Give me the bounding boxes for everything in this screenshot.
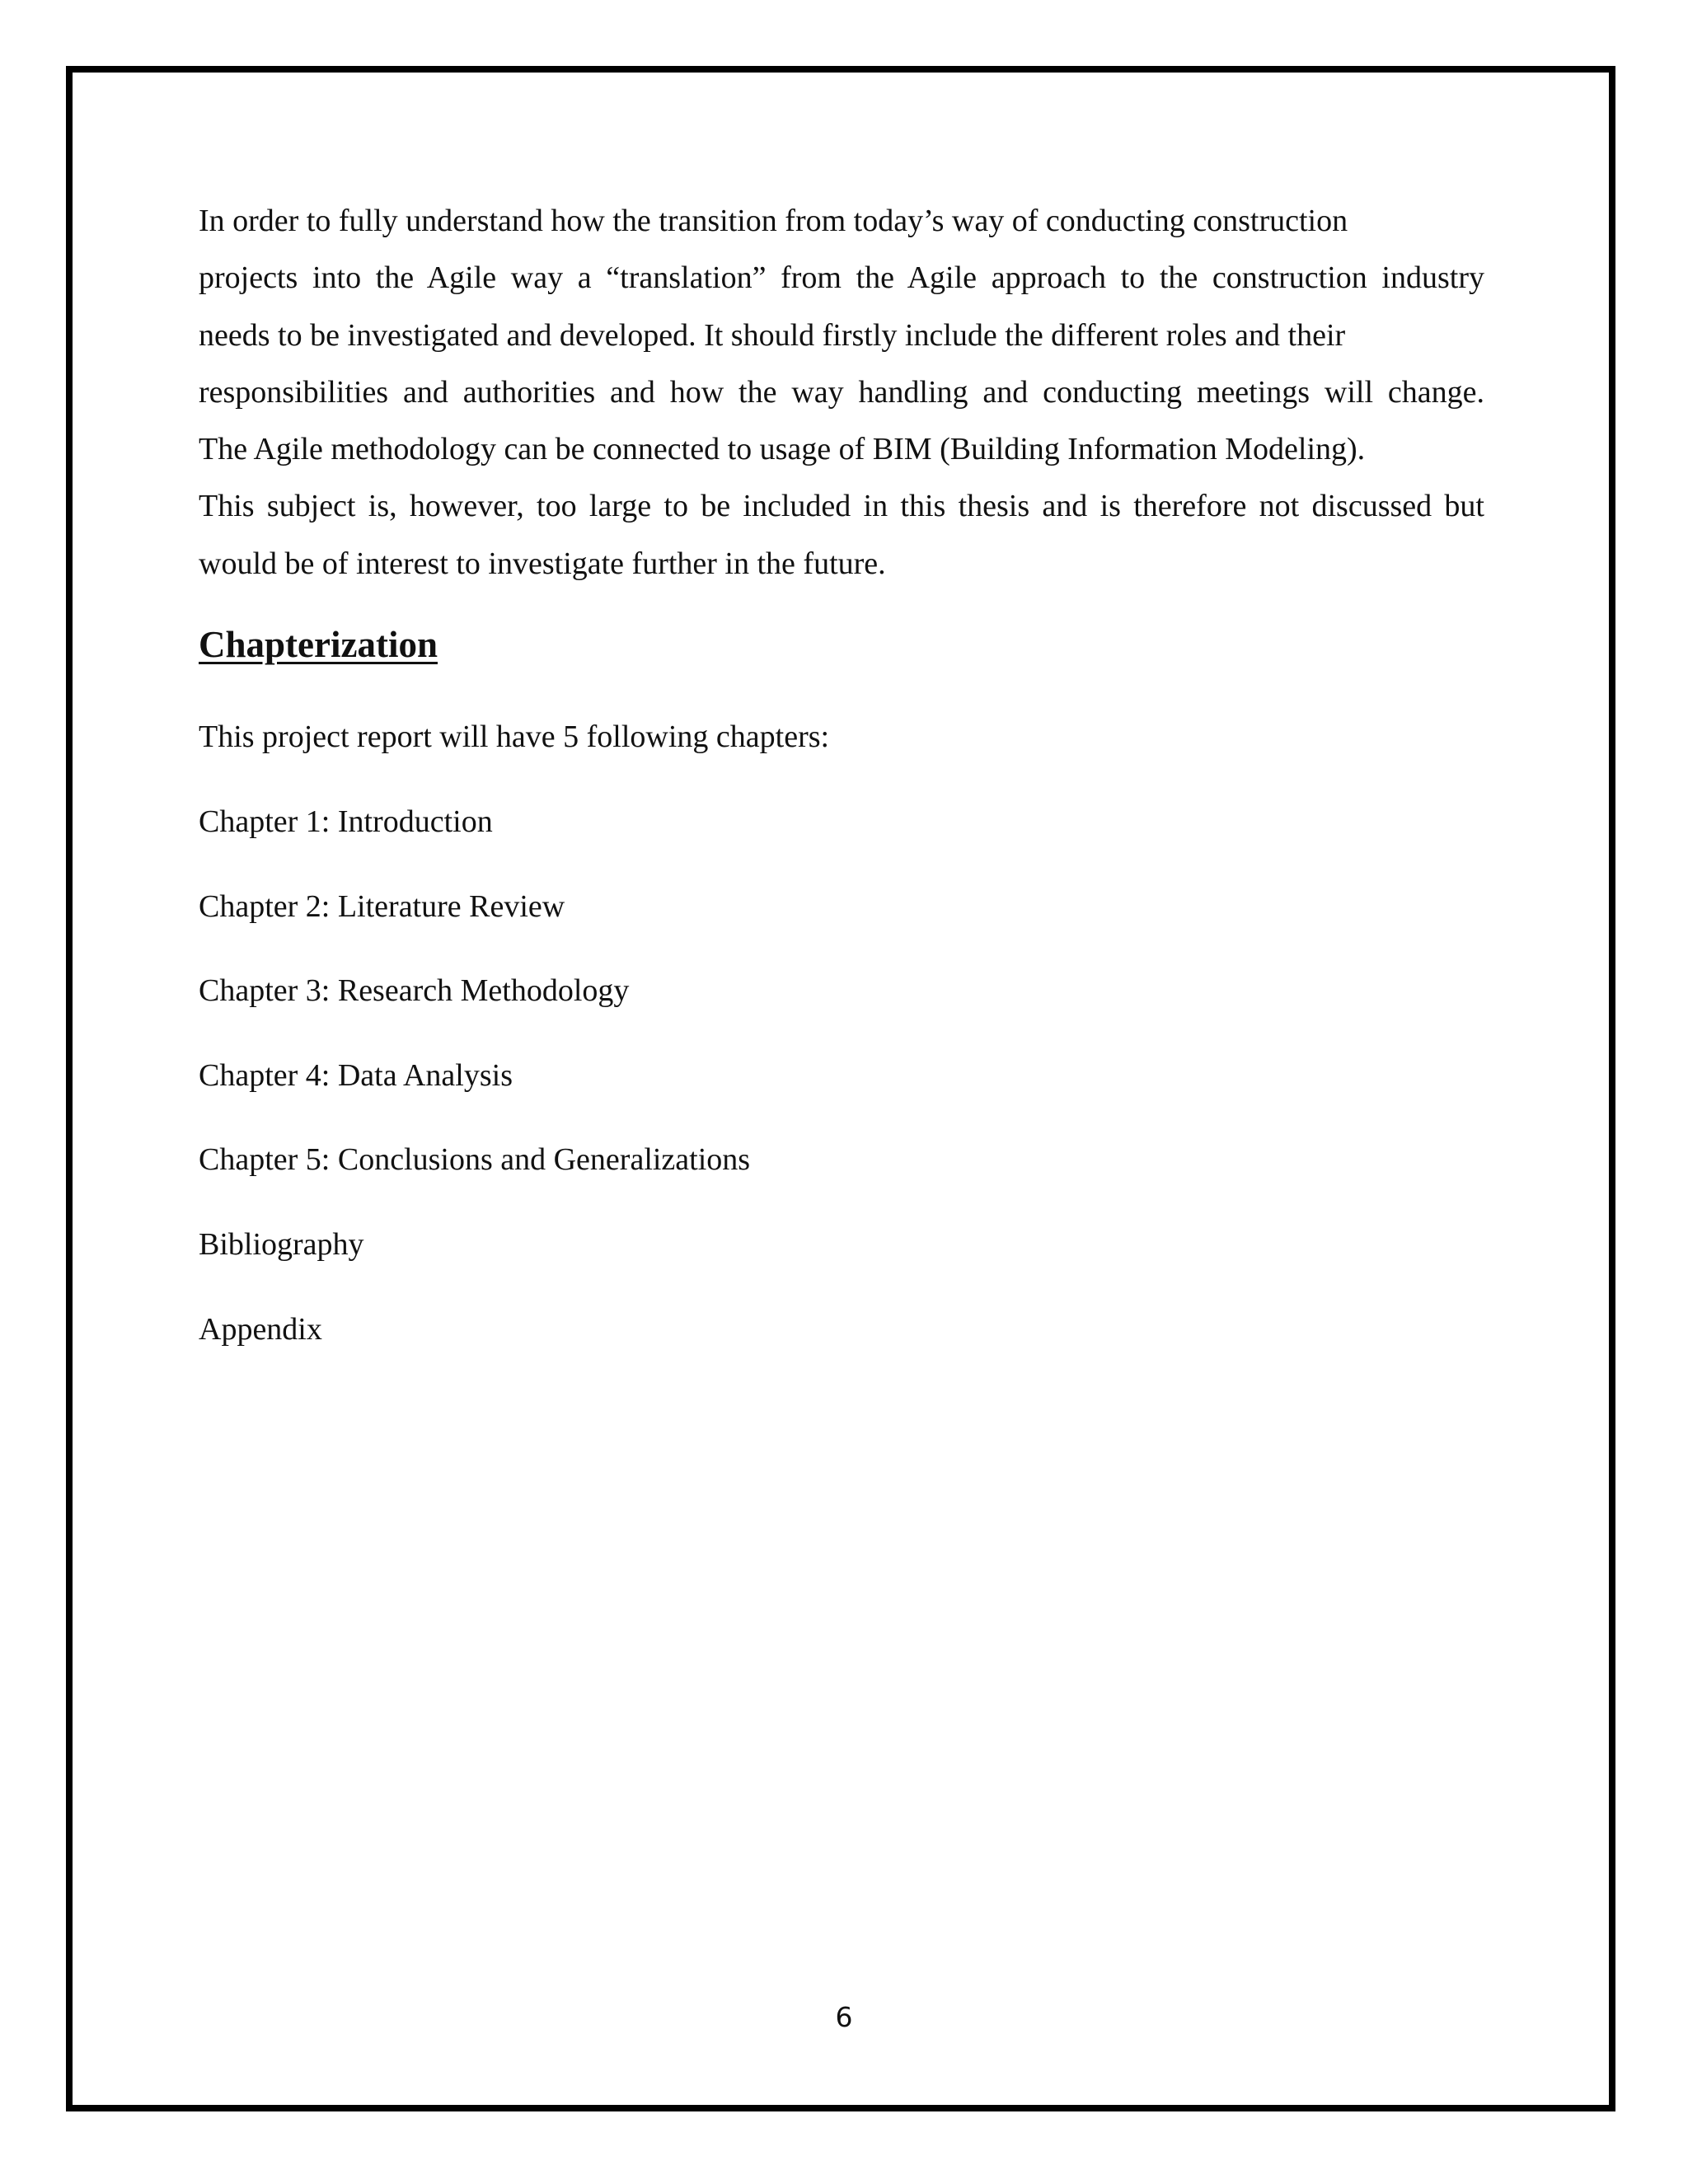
appendix-item: Appendix: [199, 1311, 322, 1347]
chapter-item-1: Chapter 1: Introduction: [199, 804, 493, 839]
paragraph-line: would be of interest to investigate further in the future.: [199, 546, 886, 581]
body-paragraph: [199, 193, 1484, 593]
paragraph-line: needs to be investigated and developed. It should firstly include the different roles and their: [199, 317, 1346, 353]
chapter-item-5: Chapter 5: Conclusions and Generalizations: [199, 1142, 751, 1178]
page-number: 6: [835, 2001, 853, 2033]
paragraph-line: In order to fully understand how the transition from today’s way of conducting construction: [199, 204, 1348, 238]
chapter-item-4: Chapter 4: Data Analysis: [199, 1057, 513, 1093]
section-heading: Chapterization: [199, 624, 438, 665]
paragraph-line: projects into the Agile way a “translation” from the Agile approach to the construction industry: [199, 260, 1484, 296]
paragraph-line: The Agile methodology can be connected to usage of BIM (Building Information Modeling).: [199, 432, 1366, 467]
chapter-list: [199, 797, 750, 1389]
paragraph-line: responsibilities and authorities and how the way handling and conducting meetings will change.: [199, 374, 1484, 410]
bibliography-item: Bibliography: [199, 1226, 364, 1262]
paragraph-line: This subject is, however, too large to be included in this thesis and is therefore not discussed but: [199, 489, 1484, 524]
chapters-intro: This project report will have 5 following chapters:: [199, 719, 830, 754]
chapter-item-3: Chapter 3: Research Methodology: [199, 973, 630, 1009]
chapter-item-2: Chapter 2: Literature Review: [199, 888, 565, 924]
